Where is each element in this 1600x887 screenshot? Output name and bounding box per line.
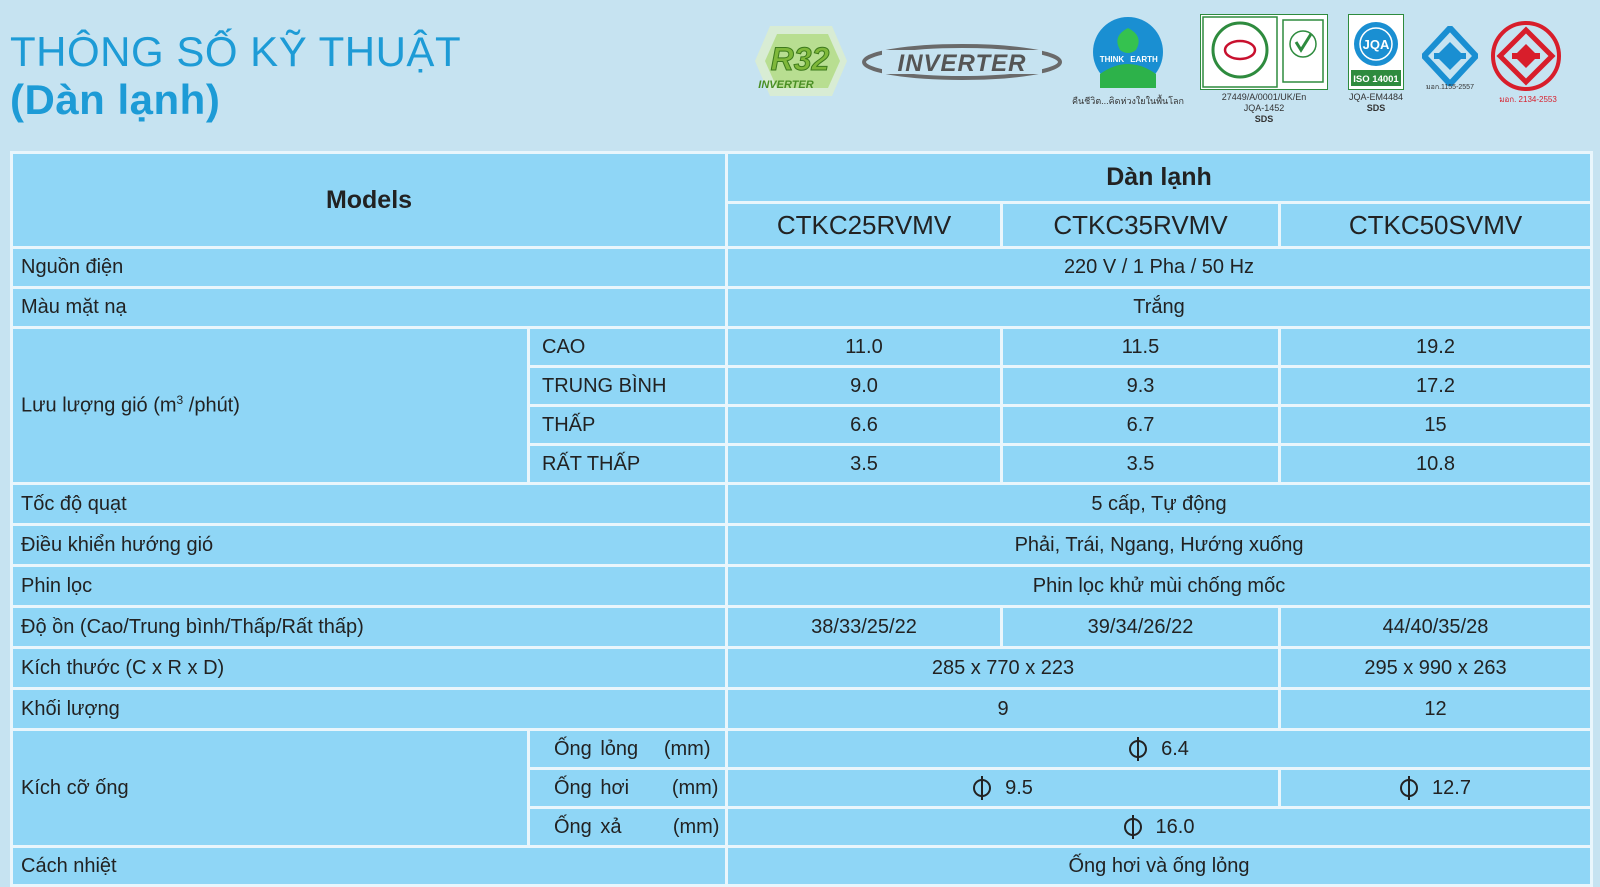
tis-blue-caption: มอก.1155-2557 [1426,84,1474,91]
table-row-dimensions [12,648,1592,689]
pipe-liquid-value-cell [727,730,1592,769]
power-value: 220 V / 1 Pha / 50 Hz [727,248,1592,288]
airflow-value: 3.5 [1002,445,1280,484]
airflow-direction-value: Phải, Trái, Ngang, Hướng xuống [727,525,1592,566]
diameter-icon [1129,740,1147,758]
weight-label: Khối lượng [12,689,727,730]
pipe-size-label: Kích cỡ ống [12,730,529,847]
model-header-2: CTKC35RVMV [1002,203,1280,248]
indoor-unit-group-header: Dàn lạnh [727,153,1592,203]
noise-value: 44/40/35/28 [1280,607,1592,648]
airflow-value: 9.3 [1002,367,1280,406]
pipe-drain-value-cell [727,808,1592,847]
ukas-certificate-logo [1200,14,1328,90]
airflow-level-high: CAO [529,328,727,367]
ukas-caption-3: SDS [1254,114,1274,124]
airflow-level-very-low: RẤT THẤP [529,445,727,484]
ukas-caption-1: 27449/A/0001/UK/En [1221,92,1307,102]
inverter-logo-text: INVERTER [897,50,1027,77]
panel-color-label: Màu mặt nạ [12,288,727,328]
fan-speed-value: 5 cấp, Tự động [727,484,1592,525]
jqa-logo-text: JQA [1362,37,1390,52]
noise-value: 38/33/25/22 [727,607,1002,648]
think-earth-line2: EARTH [1130,55,1158,64]
inverter-logo [862,40,1062,84]
dimensions-label: Kích thước (C x R x D) [12,648,727,689]
airflow-label-unit-exp: 3 [176,393,184,408]
airflow-value: 10.8 [1280,445,1592,484]
dimensions-value: 285 x 770 x 223 [727,648,1280,689]
think-earth-logo [1090,16,1166,88]
table-row-fan-speed [12,484,1592,525]
airflow-value: 3.5 [727,445,1002,484]
pipe-liquid-label: Ống lỏng (mm) [529,730,727,769]
jqa-caption-1: JQA-EM4484 [1348,92,1404,102]
insulation-value: Ống hơi và ống lỏng [727,847,1592,886]
table-row-power [12,248,1592,288]
table-row-pipe-liquid [12,730,1592,769]
airflow-label [12,328,529,484]
pipe-drain-value: 16.0 [1155,815,1195,838]
pipe-gas-label: Ống hơi (mm) [529,769,727,808]
model-header-3: CTKC50SVMV [1280,203,1592,248]
r32-logo-main: R32 [770,41,830,77]
airflow-value: 19.2 [1280,328,1592,367]
dimensions-value: 295 x 990 x 263 [1280,648,1592,689]
table-row-noise [12,607,1592,648]
weight-value: 12 [1280,689,1592,730]
table-row-filter [12,566,1592,607]
filter-value: Phin lọc khử mùi chống mốc [727,566,1592,607]
jqa-caption-2: SDS [1366,103,1386,113]
panel-color-value: Trắng [727,288,1592,328]
table-row-airflow-direction [12,525,1592,566]
airflow-level-medium: TRUNG BÌNH [529,367,727,406]
noise-value: 39/34/26/22 [1002,607,1280,648]
pipe-gas-value-cell [1280,769,1592,808]
tis-red-caption: มอก. 2134-2553 [1499,95,1557,104]
r32-inverter-logo [752,26,847,96]
think-earth-line1: THINK [1099,55,1125,64]
airflow-label-text: Lưu lượng gió (m [21,394,177,417]
airflow-value: 6.6 [727,406,1002,445]
pipe-drain-label: Ống xả (mm) [529,808,727,847]
fan-speed-label: Tốc độ quạt [12,484,727,525]
pipe-gas-value: 12.7 [1432,776,1471,799]
table-row-airflow-high [12,328,1592,367]
table-row-weight [12,689,1592,730]
weight-value: 9 [727,689,1280,730]
jqa-iso14001-logo [1348,14,1404,90]
page-title-line2: (Dàn lạnh) [10,76,221,123]
airflow-value: 11.0 [727,328,1002,367]
diameter-icon [1400,779,1418,797]
filter-label: Phin lọc [12,566,727,607]
jqa-iso-badge: ISO 14001 [1353,74,1399,85]
model-header-1: CTKC25RVMV [727,203,1002,248]
insulation-label: Cách nhiệt [12,847,727,886]
think-earth-caption: คืนชีวิต...คิดห่วงใยในพื้นโลก [1071,96,1185,106]
table-row-panel-color [12,288,1592,328]
airflow-value: 9.0 [727,367,1002,406]
pipe-gas-value-cell [727,769,1280,808]
airflow-level-low: THẤP [529,406,727,445]
table-row-insulation [12,847,1592,886]
airflow-value: 6.7 [1002,406,1280,445]
ukas-caption-2: JQA-1452 [1243,103,1285,113]
power-label: Nguồn điện [12,248,727,288]
pipe-gas-value: 9.5 [1005,776,1033,799]
airflow-value: 15 [1280,406,1592,445]
models-header: Models [12,153,727,248]
tis-red-logo [1490,20,1562,92]
noise-label: Độ ồn (Cao/Trung bình/Thấp/Rất thấp) [12,607,727,648]
airflow-value: 17.2 [1280,367,1592,406]
diameter-icon [973,779,991,797]
airflow-value: 11.5 [1002,328,1280,367]
spec-table [10,151,1593,887]
r32-logo-sub: INVERTER [758,79,814,91]
diameter-icon [1124,818,1142,836]
tis-blue-logo [1422,26,1478,86]
pipe-liquid-value: 6.4 [1161,737,1189,760]
airflow-label-unit: /phút) [183,394,240,417]
certification-logos [0,0,1600,140]
page-title-line1: THÔNG SỐ KỸ THUẬT [10,28,462,75]
airflow-direction-label: Điều khiển hướng gió [12,525,727,566]
